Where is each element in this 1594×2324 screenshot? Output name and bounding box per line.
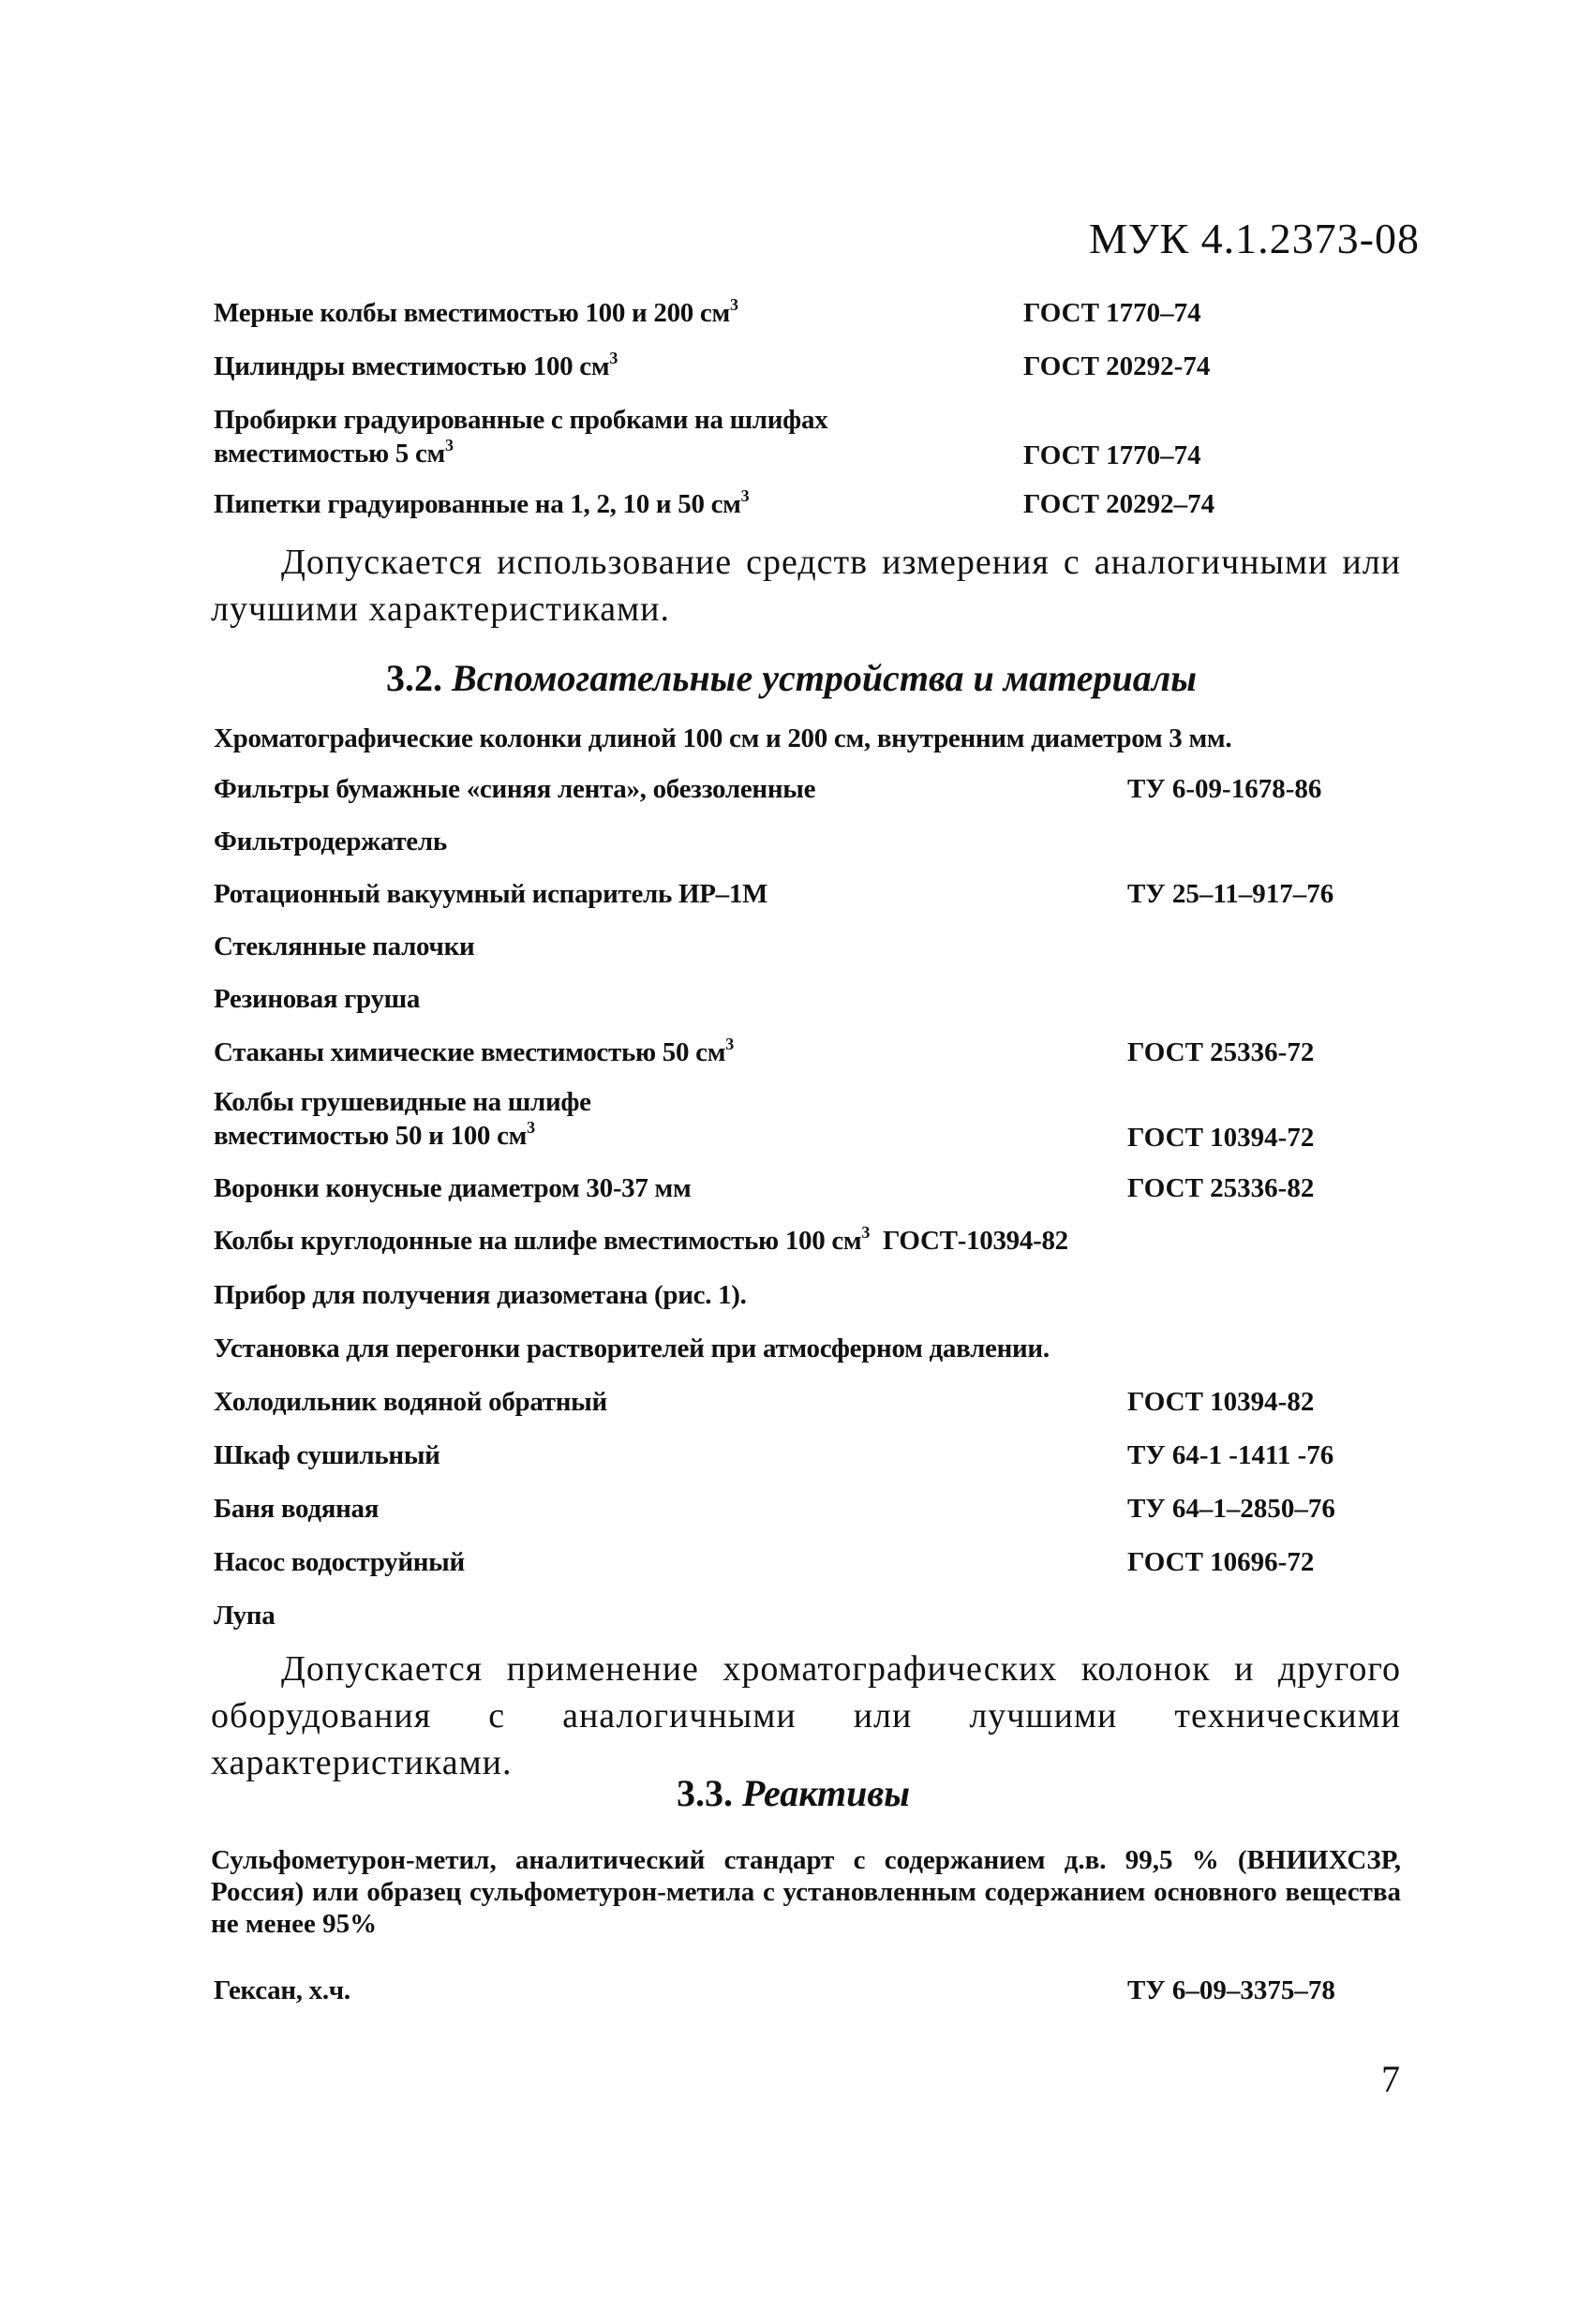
list-item: Холодильник водяной обратный [214,1387,607,1417]
list-item: Мерные колбы вместимостью 100 и 200 $см^3$ [214,295,738,328]
standard-ref: ТУ 6–09–3375–78 [1127,1975,1335,2005]
list-item: Прибор для получения диазометана (рис. 1). [214,1280,747,1310]
list-item: Колбы грушевидные на шлифе [214,1087,591,1117]
standard-ref: ТУ 64-1 -1411 -76 [1127,1440,1334,1470]
standard-ref: ТУ 6-09-1678-86 [1127,774,1322,804]
list-item: Фильтры бумажные «синяя лента», обеззоленные [214,774,816,804]
list-item: Шкаф сушильный [214,1440,440,1470]
standard-ref: ГОСТ 10394-72 [1127,1123,1315,1153]
list-item: Установка для перегонки растворителей при атмосферном давлении. [214,1333,1050,1363]
standard-ref: ГОСТ 20292–74 [1023,489,1215,519]
list-item: Стеклянные палочки [214,931,475,961]
list-item: Стаканы химические вместимостью 50 $см^3$ [214,1035,734,1067]
reagent-description: Сульфометурон-метил, аналитический стандарт с содержанием д.в. 99,5 % (ВНИИХСЗР, Россия) или образец сульфометурон-метила с установленным содержанием основного вещества не менее 95% [211,1845,1401,1939]
list-item: Баня водяная [214,1494,380,1524]
standard-ref: ГОСТ 25336-82 [1127,1173,1315,1203]
list-item: вместимостью 5 $см^3$ [214,436,454,469]
standard-ref: ТУ 25–11–917–76 [1127,879,1334,909]
list-item: Цилиндры вместимостью 100 $см^3$ [214,349,618,381]
paragraph-equipment: Допускается применение хроматографических колонок и другого оборудования с аналогичными или лучшими техническими характеристиками. [211,1649,1401,1782]
list-item: вместимостью 50 и 100 $см^3$ [214,1118,535,1151]
list-item: Насос водоструйный [214,1547,465,1577]
section-heading-3-3: 3.3. Реактивы [677,1772,910,1814]
standard-ref: ГОСТ 20292-74 [1023,351,1211,381]
list-item: Резиновая груша [214,984,421,1014]
standard-ref: ТУ 64–1–2850–76 [1127,1494,1335,1524]
document-header: МУК 4.1.2373-08 [1089,215,1420,262]
columns-line: Хроматографические колонки длиной 100 см и 200 см, внутренним диаметром 3 мм. [214,723,1232,753]
standard-ref: ГОСТ 25336-72 [1127,1037,1315,1067]
list-item: Пипетки градуированные на 1, 2, 10 и 50 $см^3$ [214,486,750,519]
section-heading-3-2: 3.2. Вспомогательные устройства и материалы [386,657,1198,699]
list-item: Ротационный вакуумный испаритель ИР–1М [214,879,768,909]
list-item: Пробирки градуированные с пробками на шлифах [214,405,828,435]
standard-ref: ГОСТ 10696-72 [1127,1547,1315,1577]
standard-ref: ГОСТ 1770–74 [1023,298,1201,328]
list-item: Воронки конусные диаметром 30-37 мм [214,1173,692,1203]
list-item: Гексан, х.ч. [214,1975,350,2005]
standard-ref: ГОСТ-10394-82 [883,1226,1068,1256]
list-item: Колбы круглодонные на шлифе вместимостью 100 $см^3$ ГОСТ-10394-82 [214,1223,1068,1256]
paragraph-measuring-tools: Допускается использование средств измерения с аналогичными или лучшими характеристиками. [211,543,1401,629]
page-number: 7 [1381,2058,1400,2100]
standard-ref: ГОСТ 1770–74 [1023,440,1201,470]
standard-ref: ГОСТ 10394-82 [1127,1387,1315,1417]
list-item: Фильтродержатель [214,827,447,857]
list-item: Лупа [214,1601,276,1631]
